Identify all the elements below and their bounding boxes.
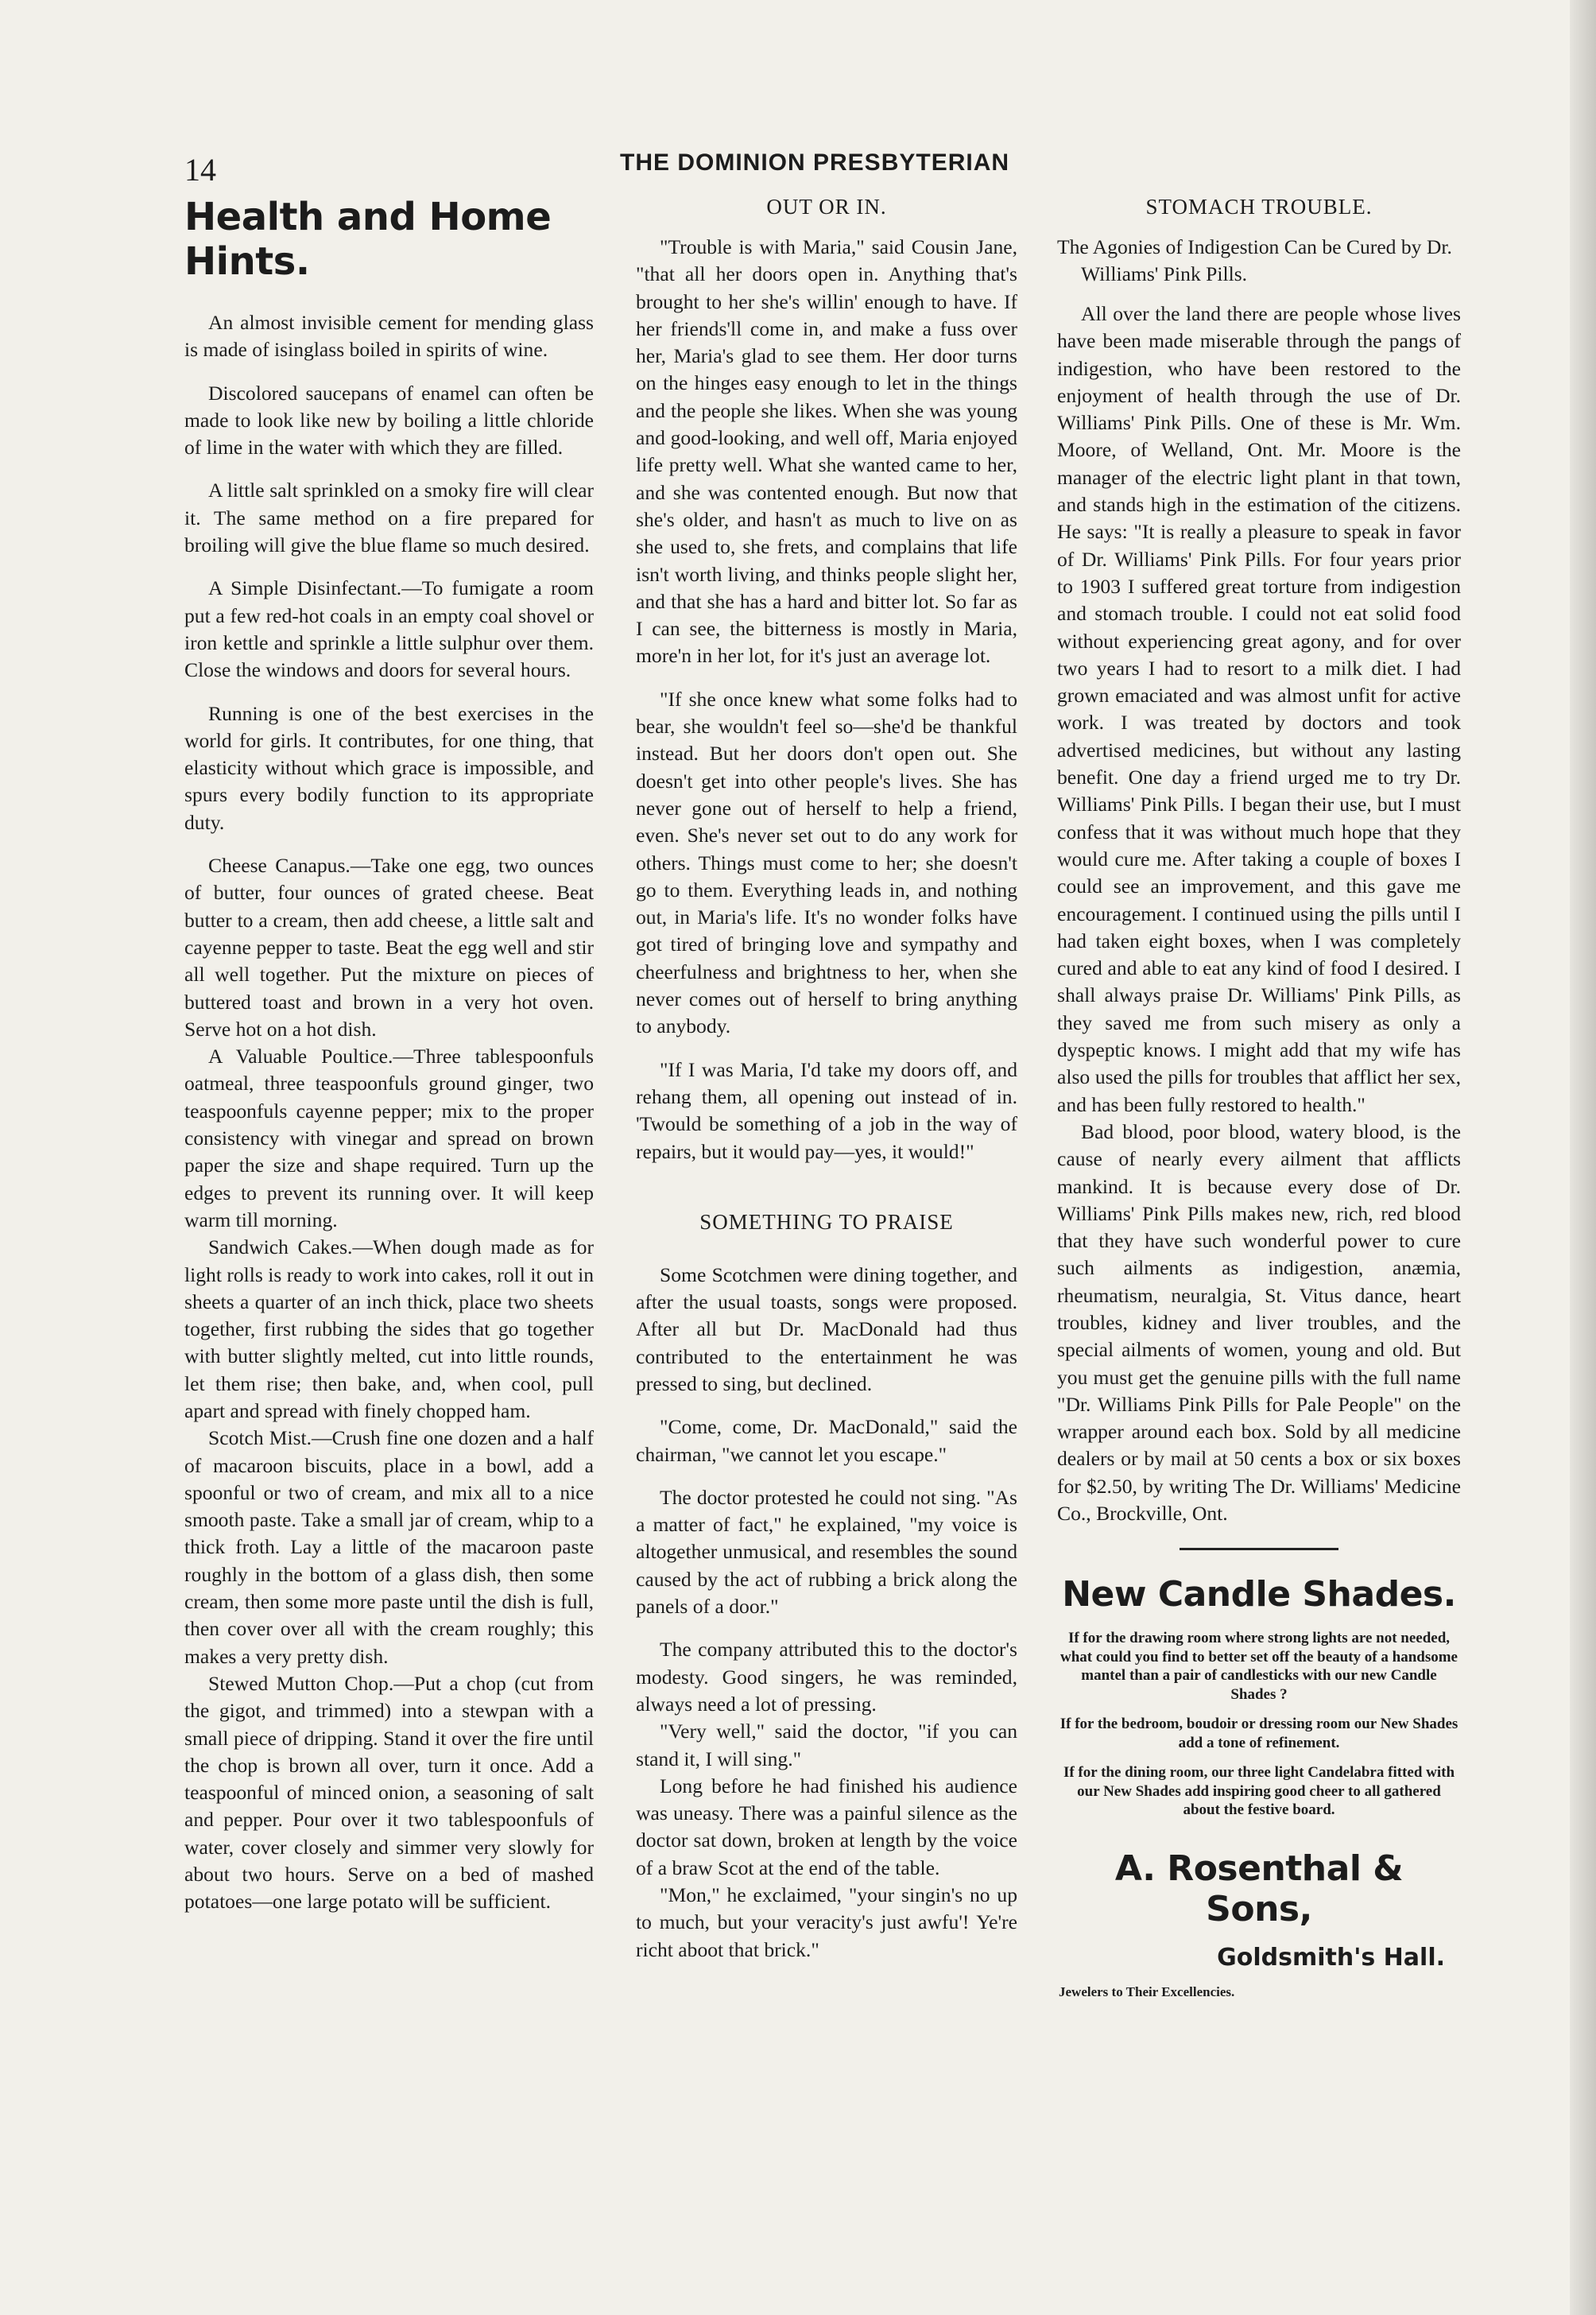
health-hint-paragraph: A little salt sprinkled on a smoky fire will clear it. The same method on a fire prepared for broiling will give the blue flame so much desired.	[184, 479, 594, 557]
stomach-trouble-subtitle: The Agonies of Indigestion Can be Cured by Dr. Williams' Pink Pills.	[1057, 235, 1452, 285]
health-hint-paragraph: Cheese Canapus.—Take one egg, two ounces of butter, four ounces of grated cheese. Beat butter to a cream, then add cheese, a little salt and cayenne pepper to taste. Beat the egg well and stir all well together. Put the mixture on pieces of buttered toast and brown in a very hot oven. Serve hot on a hot dish.	[184, 854, 594, 1041]
health-hint-paragraph: A Simple Disinfectant.—To fumigate a room put a few red-hot coals in an empty coal shovel or iron kettle and sprinkle a little sulphur over them. Close the windows and doors for several hours.	[184, 576, 594, 682]
out-or-in-paragraph: "If she once knew what some folks had to bear, she wouldn't feel so—she'd be thankful instead. But her doors don't open out. She doesn't get into other people's lives. She has never gone out of herself to help a friend, even. She's never set out to do any work for others. Things must come to her; she doesn't go to them. Everything leads in, and nothing out, in Maria's life. It's no wonder folks have got tired of bringing love and sympathy and cheerfulness and brightness to her, when she never comes out of herself to bring anything to anybody.	[636, 687, 1017, 1038]
out-or-in-paragraph: "Trouble is with Maria," said Cousin Jane, "that all her doors open in. Anything that's brought to her she's willin' enough to have. If her friends'll come in, and make a fuss over her, Maria's glad to see them. Her door turns on the hinges easy enough to let in the things and the people she likes. When she was young and good-looking, and well off, Maria enjoyed life pretty well. What she wanted came to her, and she was contented enough. But now that she's older, and hasn't as much to live on as she used to, she frets, and complains that life isn't worth living, and thinks people slight her, and that she has a hard and bitter lot. So far as I can see, the bitterness is mostly in Maria, more'n in her lot, for it's just an average lot.	[636, 235, 1017, 668]
candle-shades-ad-paragraph: If for the drawing room where strong lights are not needed, what could you find to better set off the beauty of a handsome mantel than a pair of candlesticks with our new Candle Shades ?	[1060, 1630, 1458, 1703]
health-hint-paragraph: Scotch Mist.—Crush fine one dozen and a half of macaroon biscuits, place in a bowl, add a spoonful or two of cream, and mix all to a nice smooth paste. Take a small jar of cream, whip to a thick froth. Lay a little of the macaroon paste roughly in the bottom of a glass dish, then some cream, then some more paste until the dish is full, then cover over all with the cream roughly; this makes a very pretty dish.	[184, 1426, 594, 1668]
candle-shades-ad-paragraph: If for the dining room, our three light Candelabra fitted with our New Shades add inspiring good cheer to all gathered about the festive board.	[1063, 1764, 1455, 1819]
publication-masthead: THE DOMINION PRESBYTERIAN	[620, 149, 1010, 176]
stories-column	[636, 195, 1017, 1964]
health-hint-paragraph: Stewed Mutton Chop.—Put a chop (cut from the gigot, and trimmed) into a stewpan with a small piece of dripping. Stand it over the fire until the chop is brown all over, turn it once. Add a teaspoonful of minced onion, a seasoning of salt and pepper. Pour over it two tablespoonfuls of water, cover closely and simmer very slowly for about two hours. Serve on a bed of mashed potatoes—one large potato will be sufficient.	[184, 1671, 594, 1914]
health-hint-paragraph: An almost invisible cement for mending glass is made of isinglass boiled in spirits of wine.	[184, 311, 594, 362]
section-divider	[1180, 1548, 1338, 1550]
candle-shades-ad-title: New Candle Shades.	[1062, 1574, 1456, 1615]
praise-paragraph: "Come, come, Dr. MacDonald," said the chairman, "we cannot let you escape."	[636, 1415, 1017, 1466]
praise-paragraph: Long before he had finished his audience was uneasy. There was a painful silence as the doctor sat down, broken at length by the voice of a braw Scot at the end of the table.	[636, 1774, 1017, 1879]
out-or-in-title: OUT OR IN.	[766, 195, 887, 219]
health-hints-column	[184, 195, 594, 1916]
stomach-trouble-paragraph: All over the land there are people whose lives have been made miserable through the pangs of indigestion, who have been restored to the enjoyment of health through the use of Dr. Williams' Pink Pills. One of these is Mr. Wm. Moore, of Welland, Ont. Mr. Moore is the manager of the electric light plant in that town, and stands high in the estimation of the citizens. He says: "It is really a pleasure to speak in favor of Dr. Williams' Pink Pills. For four years prior to 1903 I suffered great torture from indigestion and stomach trouble. I could not eat solid food without experiencing great agony, and for over two years I had to resort to a milk diet. I had grown emaciated and was almost unfit for active work. I was treated by doctors and took advertised medicines, but without any lasting benefit. One day a friend urged me to try Dr. Williams' Pink Pills. I began their use, but I must confess that it was without much hope that they would cure me. After taking a couple of boxes I could see an improvement, and this gave me encouragement. I continued using the pills until I had taken eight boxes, when I was completely cured and able to eat any kind of food I desired. I shall always praise Dr. Williams' Pink Pills, as they saved me from such misery as only a dyspeptic knows. I might add that my wife has also used the pills for troubles that afflict her sex, and has been fully restored to health."	[1057, 302, 1461, 1116]
page-edge-shadow	[1570, 0, 1596, 2315]
health-hint-paragraph: Discolored saucepans of enamel can often be made to look like new by boiling a little chloride of lime in the water with which they are filled.	[184, 381, 594, 460]
page-number: 14	[184, 152, 216, 188]
stomach-trouble-paragraph: Bad blood, poor blood, watery blood, is the cause of nearly every ailment that afflicts mankind. It is because every dose of Dr. Williams' Pink Pills makes new, rich, red blood that they have such wonderful power to cure such ailments as indigestion, anæmia, rheumatism, neuralgia, St. Vitus dance, heart troubles, kidney and liver troubles, and the special ailments of women, young and old. But you must get the genuine pills with the full name "Dr. Williams Pink Pills for Pale People" on the wrapper around each box. Sold by all medicine dealers or by mail at 50 cents a box or six boxes for $2.50, by writing The Dr. Williams' Medicine Co., Brockville, Ont.	[1057, 1119, 1461, 1526]
health-hints-title: Health and Home Hints.	[184, 195, 552, 284]
praise-paragraph: Some Scotchmen were dining together, and after the usual toasts, songs were proposed. After all but Dr. MacDonald had thus contributed to the entertainment he was pressed to sing, but declined.	[636, 1262, 1017, 1395]
stomach-trouble-title: STOMACH TROUBLE.	[1145, 195, 1373, 219]
praise-paragraph: "Mon," he exclaimed, "your singin's no up to much, but your veracity's just awfu'! Ye're richt aboot that brick."	[636, 1883, 1017, 1961]
something-to-praise-title: SOMETHING TO PRAISE	[699, 1209, 954, 1234]
advertiser-tagline: Jewelers to Their Excellencies.	[1059, 1983, 1235, 1999]
health-hint-paragraph: A Valuable Poultice.—Three tablespoonfuls oatmeal, three teaspoonfuls ground ginger, two teaspoonfuls cayenne pepper; mix to the proper consistency with vinegar and spread on brown paper the size and shape required. Turn up the edges to prevent its running over. It will keep warm till morning.	[184, 1045, 594, 1231]
out-or-in-paragraph: "If I was Maria, I'd take my doors off, and rehang them, all opening out instead of in. 'Twould be something of a job in the way of repairs, but it would pay—yes, it would!"	[636, 1057, 1017, 1163]
candle-shades-ad-paragraph: If for the bedroom, boudoir or dressing room our New Shades add a tone of refinement.	[1059, 1716, 1458, 1751]
praise-paragraph: "Very well," said the doctor, "if you can stand it, I will sing."	[636, 1720, 1017, 1770]
advertisements-column	[1057, 195, 1461, 2000]
advertiser-location: Goldsmith's Hall.	[1217, 1943, 1445, 1972]
health-hint-paragraph: Sandwich Cakes.—When dough made as for light rolls is ready to work into cakes, roll it out in sheets a quarter of an inch thick, place two sheets together, first rubbing the sides that go together with butter slightly melted, cut into little rounds, let them rise; then bake, and, when cool, pull apart and spread with finely chopped ham.	[184, 1235, 594, 1422]
advertiser-name: A. Rosenthal & Sons,	[1114, 1848, 1404, 1929]
praise-paragraph: The company attributed this to the doctor's modesty. Good singers, he was reminded, always need a lot of pressing.	[636, 1638, 1017, 1716]
health-hint-paragraph: Running is one of the best exercises in the world for girls. It contributes, for one thing, that elasticity without which grace is impossible, and spurs every bodily function to its appropriate duty.	[184, 701, 594, 834]
praise-paragraph: The doctor protested he could not sing. "As a matter of fact," he explained, "my voice is altogether unmusical, and resembles the sound caused by the act of rubbing a brick along the panels of a door."	[636, 1485, 1017, 1619]
